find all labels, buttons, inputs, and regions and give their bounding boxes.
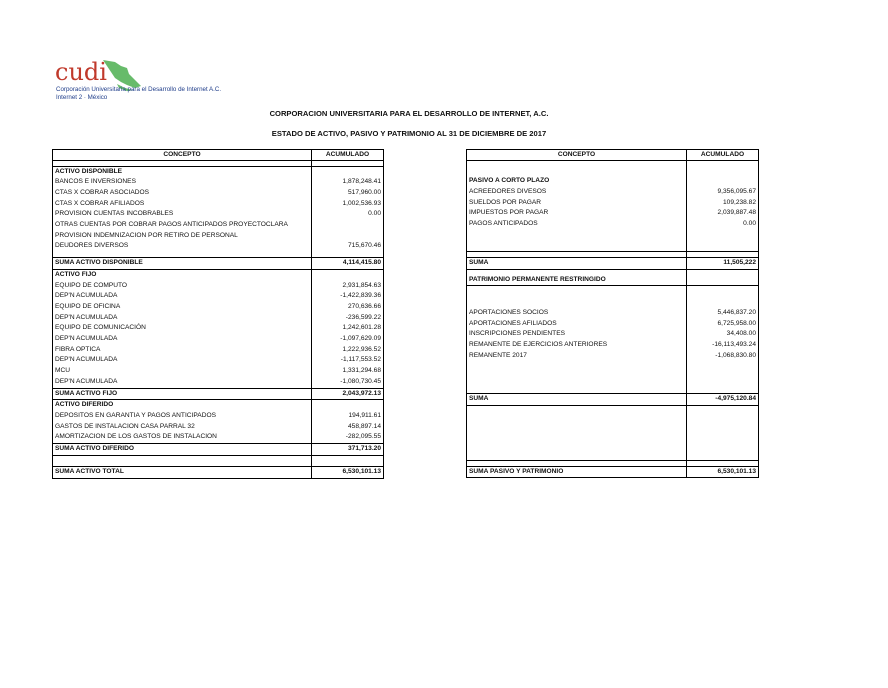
subtotal-row: SUMA -4,975,120.84 [467,394,759,406]
table-row: OTRAS CUENTAS POR COBRAR PAGOS ANTICIPADOS PROYECTOCLARA [53,220,384,231]
section-heading: PATRIMONIO PERMANENTE RESTRINGIDO [467,275,759,286]
table-row: DEP'N ACUMULADA -236,599.22 [53,313,384,324]
activo-table [52,149,384,479]
table-row: MCU 1,331,294.68 [53,366,384,377]
table-row: DEP'N ACUMULADA -1,422,839.36 [53,291,384,302]
report-subtitle: ESTADO DE ACTIVO, PASIVO Y PATRIMONIO AL 31 DE DICIEMBRE DE 2017 [271,129,547,138]
subtotal-row: SUMA ACTIVO DISPONIBLE 4,114,415.80 [53,258,384,270]
table-row: EQUIPO DE COMUNICACIÓN 1,242,601.28 [53,323,384,334]
table-row: EQUIPO DE COMPUTO 2,931,854.63 [53,281,384,292]
table-row: GASTOS DE INSTALACION CASA PARRAL 32 458,897.14 [53,422,384,433]
pasivo-patrimonio-table [466,149,759,478]
section-heading: ACTIVO FIJO [53,269,384,280]
table-row: DEPOSITOS EN GARANTIA Y PAGOS ANTICIPADOS 194,911.61 [53,411,384,422]
table-row: SUELDOS POR PAGAR 109,238.82 [467,198,759,209]
table-row: REMANENTE DE EJERCICIOS ANTERIORES -16,113,493.24 [467,340,759,351]
subtotal-row: SUMA 11,505,222 [467,258,759,270]
table-row: CTAS X COBRAR AFILIADOS 1,002,536.93 [53,199,384,210]
table-header [53,150,384,161]
subtotal-row: SUMA ACTIVO DIFERIDO 371,713.20 [53,444,384,456]
table-row: DEP'N ACUMULADA -1,097,629.09 [53,334,384,345]
table-row: IMPUESTOS POR PAGAR 2,039,887.48 [467,208,759,219]
logo-tagline: Corporación Universitaria para el Desarrollo de Internet A.C. [56,86,222,93]
subtotal-row: SUMA ACTIVO FIJO 2,043,972.13 [53,388,384,400]
section-heading: ACTIVO DIFERIDO [53,400,384,411]
report-title: CORPORACION UNIVERSITARIA PARA EL DESARROLLO DE INTERNET, A.C. [269,109,549,118]
section-heading: ACTIVO DISPONIBLE [53,166,384,177]
logo-subtitle: Internet 2 · México [56,94,108,101]
table-row: DEP'N ACUMULADA -1,117,553.52 [53,355,384,366]
logo-wordmark: cudi [55,58,107,86]
table-row: AMORTIZACION DE LOS GASTOS DE INSTALACION -282,095.55 [53,432,384,443]
table-row: APORTACIONES AFILIADOS 6,725,958.00 [467,319,759,330]
table-row: EQUIPO DE OFICINA 270,636.66 [53,302,384,313]
table-row: INSCRIPCIONES PENDIENTES 34,408.00 [467,329,759,340]
table-row: FIBRA OPTICA 1,222,936.52 [53,345,384,356]
table-row: PROVISION INDEMNIZACION POR RETIRO DE PERSONAL [53,231,384,242]
table-row: BANCOS E INVERSIONES 1,878,248.41 [53,177,384,188]
table-row: DEP'N ACUMULADA -1,080,730.45 [53,377,384,388]
table-row: APORTACIONES SOCIOS 5,446,837.20 [467,308,759,319]
section-heading: PASIVO A CORTO PLAZO [467,176,759,187]
grand-total-row: SUMA PASIVO Y PATRIMONIO 6,530,101.13 [467,466,759,478]
table-row: PROVISION CUENTAS INCOBRABLES 0.00 [53,209,384,220]
table-row: REMANENTE 2017 -1,068,830.80 [467,351,759,362]
grand-total-row: SUMA ACTIVO TOTAL 6,530,101.13 [53,467,384,479]
header-acumulado: ACUMULADO [687,150,759,161]
table-row: CTAS X COBRAR ASOCIADOS 517,960.00 [53,188,384,199]
header-concepto: CONCEPTO [467,150,687,161]
header-acumulado: ACUMULADO [312,150,384,161]
table-row: DEUDORES DIVERSOS 715,670.46 [53,241,384,252]
table-header [467,150,759,161]
table-row: ACREEDORES DIVESOS 9,356,095.67 [467,187,759,198]
cudi-logo [55,58,295,108]
header-concepto: CONCEPTO [53,150,312,161]
table-row: PAGOS ANTICIPADOS 0.00 [467,219,759,230]
